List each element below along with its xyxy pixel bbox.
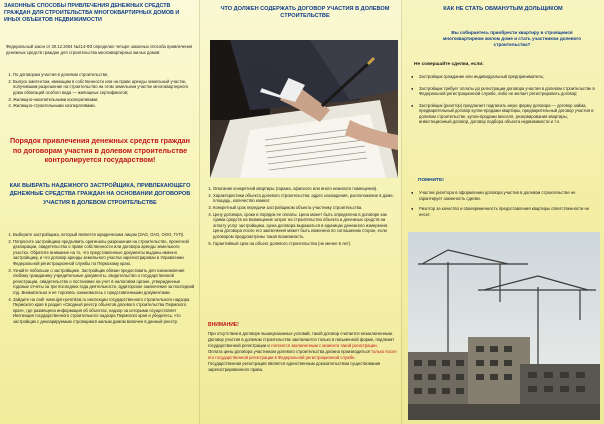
- legal-methods-list: [6, 72, 194, 110]
- construction-site-photo: [408, 232, 600, 420]
- attention-title: ВНИМАНИЕ!: [208, 322, 239, 328]
- choose-developer-steps: [6, 232, 196, 326]
- list-item: ● Участие риэлтора в оформлении договора участия в долевом строительстве не гарантирует законность сделки.: [410, 190, 598, 201]
- legal-methods-heading: ЗАКОННЫЕ СПОСОБЫ ПРИВЛЕЧЕНИЯ ДЕНЕЖНЫХ СРЕДСТВ ГРАЖДАН ДЛЯ СТРОИТЕЛЬСТВА МНОГОКВАРТИРНЫХ ДОМОВ И ИНЫХ ОБЪЕКТОВ НЕДВИЖИМОСТИ: [4, 3, 180, 23]
- choose-developer-heading: КАК ВЫБРАТЬ НАДЕЖНОГО ЗАСТРОЙЩИКА, ПРИВЛЕКАЮЩЕГО ДЕНЕЖНЫЕ СРЕДСТВА ГРАЖДАН НА ОСНОВАНИИ ДОГОВОРОВ УЧАСТИЯ В ДОЛЕВОМ СТРОИТЕЛЬСТВЕ: [9, 183, 191, 206]
- list-item: ● Застройщик (риэлтор) предлагает подписать иную форму договора — договор займа, предварительный договор купли-продажи квартиры, предварительный договор участия в долевом строительстве, купли-продажи векселя, резервирования квартиры, инвестиционный договор, договор подбора объекта недвижимости и т.п.: [410, 103, 598, 125]
- remember-title: ПОМНИТЕ!: [418, 178, 444, 183]
- list-item: 5. Гарантийный срок на объект долевого строительства (не менее 5 лет).: [213, 241, 398, 247]
- list-item: ● Риэлтор за качество и своевременность предоставления квартиры ответственности не несет.: [410, 206, 598, 217]
- middle-panel: [200, 0, 402, 424]
- proof-paragraph: Государственная регистрация является единственным доказательством существования зарегистрированного права.: [208, 361, 381, 372]
- signing-contract-photo: [210, 40, 398, 178]
- list-item: 3. Конкретный срок передачи застройщиком объекта участнику строительства.: [213, 205, 398, 211]
- remember-list: [410, 190, 598, 222]
- warning-list: [410, 74, 598, 131]
- list-item: 2. Характеристики объекта долевого строительства: адрес нахождения, расположение в доме, площадь, количество комнат.: [213, 193, 398, 204]
- list-item: 1. Описание конкретной квартиры (гаража, офисного или иного нежилого помещения).: [213, 186, 398, 192]
- list-item: 4. Цену договора, сроки и порядок ее оплаты. Цена может быть определена в договоре как сумма средств на возмещение затрат на строительство объекта и денежных средств на оплату услуг застройщика. Цена договора выражаться в единицах денежного измерения. Цена договора после его заключения может быть изменена по соглашению сторон, если договором предусмотрены такая возможность.: [213, 212, 398, 240]
- list-item: 2. Попросите застройщика предъявить оригиналы разрешения на строительство, проектной декларации, свидетельства о праве собственности или договора аренды земельного участка. Обратите внимание на то, что представленные документы выданы именно застройщику, и что договор аренды земельного участка зарегистрирован в Управлении Федеральной регистрационной службы по Пермскому краю.: [13, 239, 196, 267]
- federal-law-intro: Федеральный закон от 30.12.2004 №214-ФЗ определил четыре законных способа привлечения денежных средств граждан для строительства многоквартирных жилых домов:: [6, 44, 193, 55]
- attention-block: [208, 322, 398, 372]
- avoid-fraud-heading: КАК НЕ СТАТЬ ОБМАНУТЫМ ДОЛЬЩИКОМ: [443, 6, 563, 12]
- contract-contents-heading: ЧТО ДОЛЖЕН СОДЕРЖАТЬ ДОГОВОР УЧАСТИЯ В ДОЛЕВОМ СТРОИТЕЛЬСТВЕ: [220, 6, 390, 19]
- list-item: 1. По договорам участия в долевом строительстве;: [13, 72, 194, 78]
- right-panel: [402, 0, 604, 424]
- contract-requirements-list: [206, 186, 398, 247]
- list-item: 2. Выпуск эмитентом, имеющим в собственности или на праве аренды земельный участок, получившим разрешение на строительство на этом земельном участке многоквартирного дома облигаций особого вида — жилищных сертификатов;: [13, 79, 194, 96]
- list-item: 3. Жилищно-накопительными кооперативами;: [13, 97, 194, 103]
- attention-text: При отсутствии в договоре вышеуказанных условий, такой договор считается незаключенным.: [208, 330, 393, 336]
- list-item: 4. Жилищно-строительными кооперативами.: [13, 103, 194, 109]
- list-item: 3. Узнайте побольше о застройщике. Застройщик обязан предоставить для ознакомления любому гражданину учредительные документы, свидетельство о государственной регистрации, свидетельство о постановке на учет в налоговом органе, утвержденные годовые отчеты за три последних года деятельности, аудиторское заключение за последний год. Внимательно и не торопясь ознакомьтесь с представленными документами.: [13, 268, 196, 296]
- left-panel: [0, 0, 200, 424]
- list-item: ● Застройщик требует оплаты до регистрации договора участия в долевом строительстве в Федеральной регистрационной службе, либо не желает регистрировать договор;: [410, 86, 598, 97]
- list-item: 4. Зайдите на сайт www.igsn-permkrai.ru инспекции государственного строительного надзора Пермского края в раздел «Сводный реестр объектов долевого строительства Пермского края», где размещена информация об объектах, надзор за которыми осуществляет Инспекция государственного строительного надзора Пермского края и убедитесь, что застройщик с декларируемым строящимся жилым домом включен в данный реестр.: [13, 297, 196, 325]
- state-control-notice: Порядок привлечения денежных средств граждан по договорам участия в долевом строительстве контролируется государством!: [9, 136, 190, 165]
- buyer-question: Вы собираетесь приобрести квартиру в строящемся многоквартирном жилом доме и стать участником долевого строительства?: [442, 30, 582, 47]
- warning-subtitle: Не совершайте сделки, если:: [414, 62, 484, 67]
- registration-paragraph: Договор участия в долевом строительстве заключается только в письменной форме, подлежит государственной регистрации и считается заключенным с момента такой регистрации.: [208, 337, 395, 348]
- payment-paragraph: Оплата цены договора участником долевого строительства должна производиться только после его государственной регистрации в Федеральной регистрационной службе.: [208, 349, 397, 360]
- list-item: 1. Выберите застройщика, который является юридическим лицом (ЗАО, ОАО, ООО, ГУП).: [13, 232, 196, 238]
- list-item: ● Застройщик гражданин или индивидуальный предприниматель;: [410, 74, 598, 80]
